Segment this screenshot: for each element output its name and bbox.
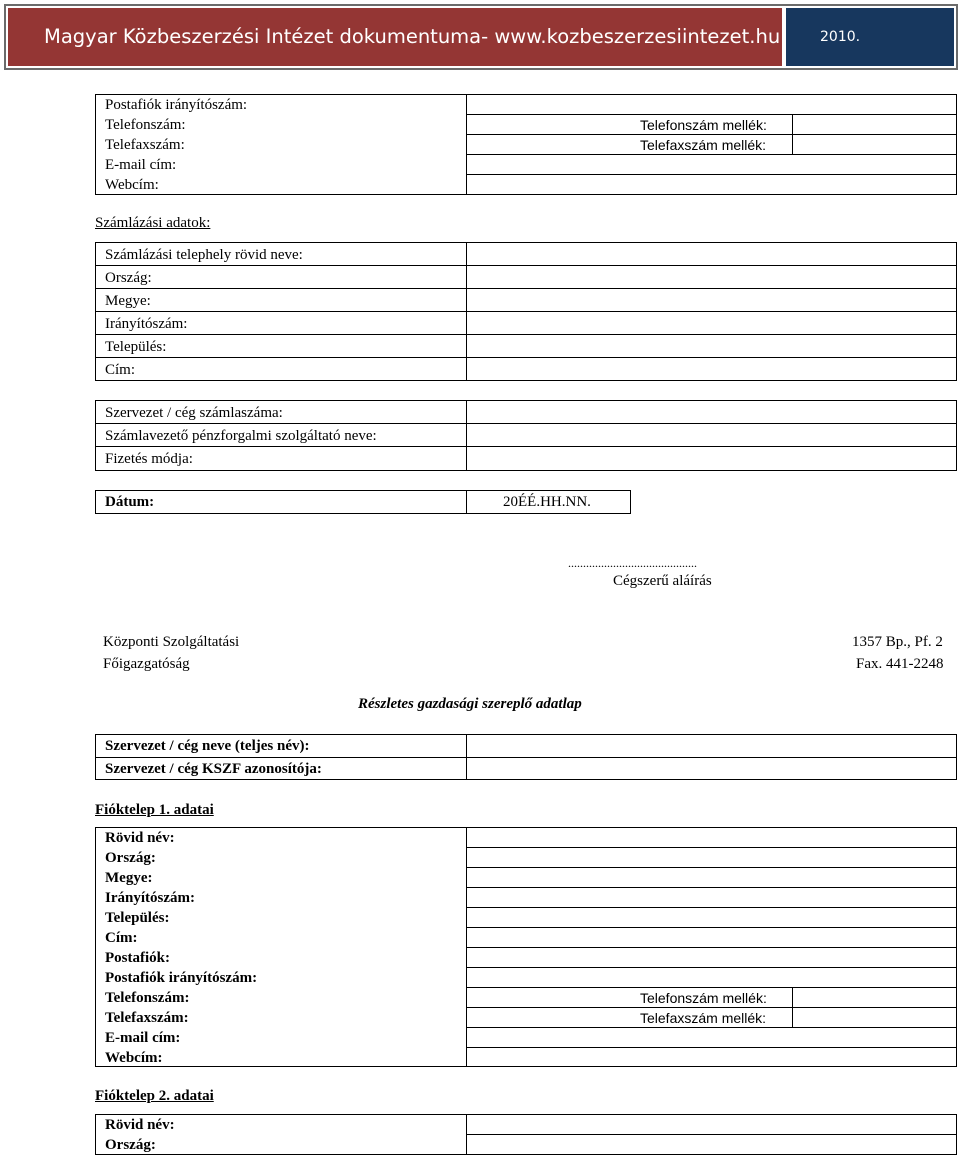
bank-value-account[interactable] bbox=[467, 401, 956, 423]
contact-phone-ext: Telefonszám mellék: bbox=[640, 117, 767, 133]
bank-label-provider: Számlavezető pénzforgalmi szolgáltató neve: bbox=[105, 428, 377, 444]
header-year: 2010. bbox=[786, 8, 954, 66]
branch1-value-fax[interactable] bbox=[467, 1008, 637, 1027]
org-value-full-name[interactable] bbox=[467, 735, 956, 757]
bank-label-account: Szervezet / cég számlaszáma: bbox=[105, 405, 283, 421]
footer-left-line1: Központi Szolgáltatási bbox=[103, 634, 240, 650]
contact-label-po-zip: Postafiók irányítószám: bbox=[105, 97, 248, 113]
branch1-label-po-box: Postafiók: bbox=[105, 950, 170, 966]
org-value-kszf-id[interactable] bbox=[467, 758, 956, 779]
branch2-label-country: Ország: bbox=[105, 1137, 156, 1153]
branch2-value-short-name[interactable] bbox=[467, 1115, 956, 1134]
bank-value-provider[interactable] bbox=[467, 424, 956, 446]
footer-right-line2: Fax. 441-2248 bbox=[856, 656, 944, 672]
footer-left-line2: Főigazgatóság bbox=[103, 656, 190, 672]
branch1-value-county[interactable] bbox=[467, 868, 956, 887]
contact-label-fax: Telefaxszám: bbox=[105, 137, 185, 153]
contact-value-phone-ext[interactable] bbox=[793, 115, 956, 134]
branch1-label-po-zip: Postafiók irányítószám: bbox=[105, 970, 258, 986]
billing-label-city: Település: bbox=[105, 339, 167, 355]
branch2-value-country[interactable] bbox=[467, 1135, 956, 1154]
billing-value-site-name[interactable] bbox=[467, 243, 956, 265]
branch1-title: Fióktelep 1. adatai bbox=[95, 802, 214, 818]
branch1-phone-ext: Telefonszám mellék: bbox=[640, 990, 767, 1006]
date-label: Dátum: bbox=[105, 494, 155, 510]
branch1-label-city: Település: bbox=[105, 910, 170, 926]
signature-label: Cégszerű aláírás bbox=[613, 573, 712, 589]
branch1-label-zip: Irányítószám: bbox=[105, 890, 195, 906]
branch1-label-short-name: Rövid név: bbox=[105, 830, 175, 846]
document-header bbox=[4, 4, 958, 70]
footer-right-line1: 1357 Bp., Pf. 2 bbox=[852, 634, 943, 650]
billing-section-title: Számlázási adatok: bbox=[95, 215, 211, 231]
contact-value-fax[interactable] bbox=[467, 135, 637, 154]
branch1-value-city[interactable] bbox=[467, 908, 956, 927]
branch2-label-short-name: Rövid név: bbox=[105, 1117, 175, 1133]
branch1-label-phone: Telefonszám: bbox=[105, 990, 190, 1006]
billing-label-address: Cím: bbox=[105, 362, 136, 378]
branch1-value-address[interactable] bbox=[467, 928, 956, 947]
contact-value-email[interactable] bbox=[467, 155, 956, 174]
billing-label-county: Megye: bbox=[105, 293, 151, 309]
branch1-fax-ext: Telefaxszám mellék: bbox=[640, 1010, 767, 1026]
branch1-value-short-name[interactable] bbox=[467, 828, 956, 847]
branch1-label-email: E-mail cím: bbox=[105, 1030, 181, 1046]
contact-fax-ext: Telefaxszám mellék: bbox=[640, 137, 767, 153]
contact-value-phone[interactable] bbox=[467, 115, 637, 134]
branch2-title: Fióktelep 2. adatai bbox=[95, 1088, 214, 1104]
billing-value-country[interactable] bbox=[467, 266, 956, 288]
bank-label-payment-method: Fizetés módja: bbox=[105, 451, 193, 467]
contact-label-web: Webcím: bbox=[105, 177, 159, 193]
branch1-value-web[interactable] bbox=[467, 1048, 956, 1066]
branch1-value-po-zip[interactable] bbox=[467, 968, 956, 987]
org-label-kszf-id: Szervezet / cég KSZF azonosítója: bbox=[105, 761, 322, 777]
contact-value-web[interactable] bbox=[467, 175, 956, 194]
branch1-value-email[interactable] bbox=[467, 1028, 956, 1047]
detail-title: Részletes gazdasági szereplő adatlap bbox=[358, 696, 582, 712]
branch1-value-fax-ext[interactable] bbox=[793, 1008, 956, 1027]
billing-label-zip: Irányítószám: bbox=[105, 316, 188, 332]
branch1-value-zip[interactable] bbox=[467, 888, 956, 907]
header-title: Magyar Közbeszerzési Intézet dokumentuma- www.kozbeszerzesiintezet.hu bbox=[8, 8, 782, 66]
contact-value-po-zip[interactable] bbox=[467, 95, 956, 114]
billing-label-site-name: Számlázási telephely rövid neve: bbox=[105, 247, 303, 263]
branch1-value-country[interactable] bbox=[467, 848, 956, 867]
branch1-label-web: Webcím: bbox=[105, 1050, 163, 1066]
contact-label-email: E-mail cím: bbox=[105, 157, 177, 173]
contact-value-fax-ext[interactable] bbox=[793, 135, 956, 154]
branch1-label-address: Cím: bbox=[105, 930, 138, 946]
billing-value-city[interactable] bbox=[467, 335, 956, 357]
org-label-full-name: Szervezet / cég neve (teljes név): bbox=[105, 738, 310, 754]
date-value[interactable]: 20ÉÉ.HH.NN. bbox=[503, 494, 591, 510]
billing-value-address[interactable] bbox=[467, 358, 956, 380]
branch1-value-phone-ext[interactable] bbox=[793, 988, 956, 1007]
billing-value-county[interactable] bbox=[467, 289, 956, 311]
branch1-label-fax: Telefaxszám: bbox=[105, 1010, 189, 1026]
billing-value-zip[interactable] bbox=[467, 312, 956, 334]
branch1-value-phone[interactable] bbox=[467, 988, 637, 1007]
branch1-value-po-box[interactable] bbox=[467, 948, 956, 967]
branch1-label-county: Megye: bbox=[105, 870, 153, 886]
signature-dots: ........................................... bbox=[568, 556, 697, 570]
billing-label-country: Ország: bbox=[105, 270, 152, 286]
contact-label-phone: Telefonszám: bbox=[105, 117, 186, 133]
bank-value-payment-method[interactable] bbox=[467, 447, 956, 470]
branch1-label-country: Ország: bbox=[105, 850, 156, 866]
